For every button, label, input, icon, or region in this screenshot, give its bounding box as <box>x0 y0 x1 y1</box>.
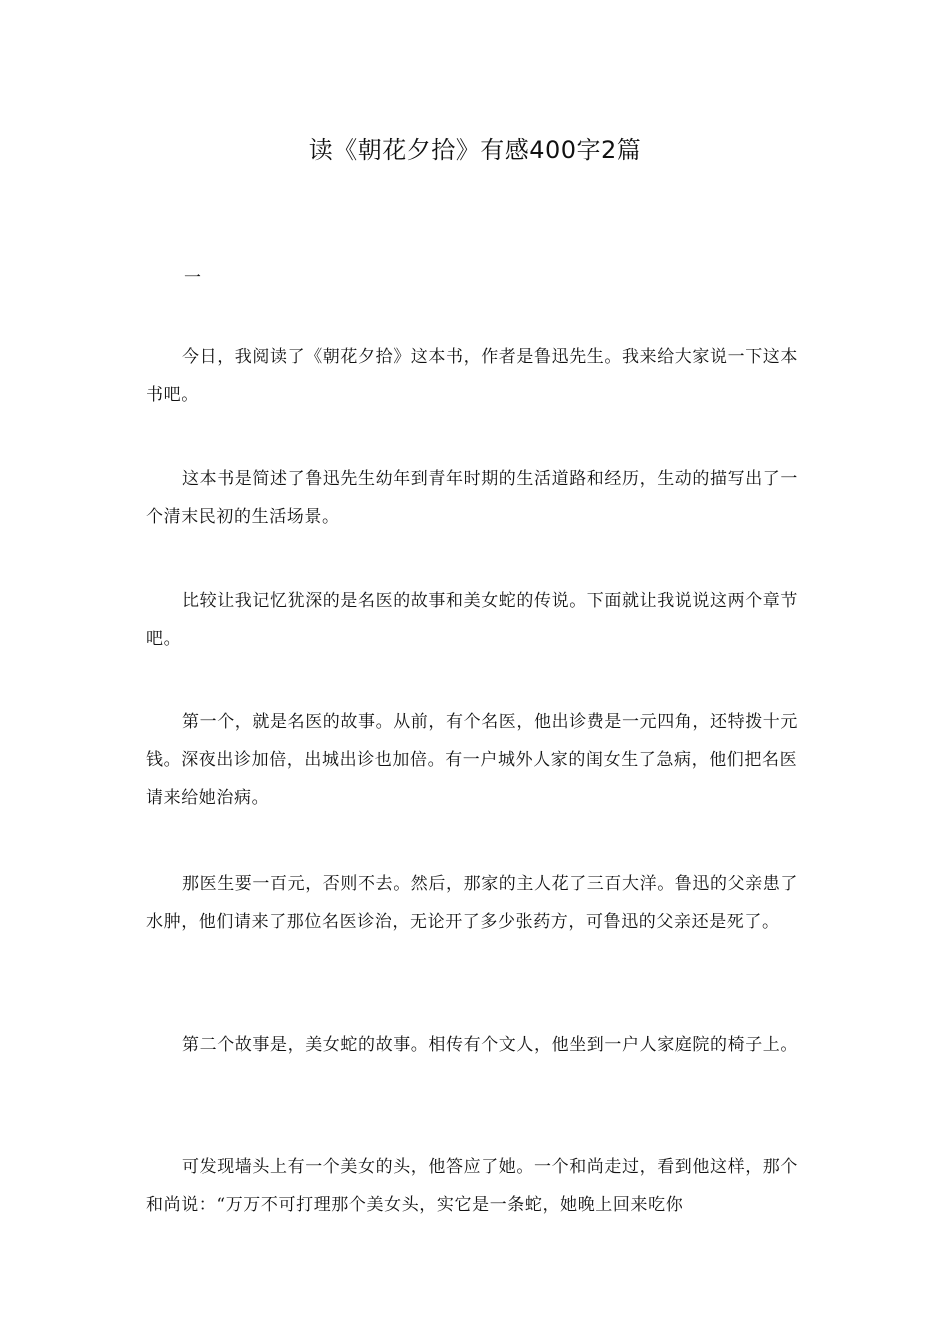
document-title: 读《朝花夕拾》有感400字2篇 <box>308 136 642 164</box>
section-marker: 一 <box>184 268 201 288</box>
paragraph-2: 这本书是简述了鲁迅先生幼年到青年时期的生活道路和经历，生动的描写出了一个清末民初的生活场景。 <box>146 469 798 527</box>
paragraph-5: 那医生要一百元，否则不去。然后，那家的主人花了三百大洋。鲁迅的父亲患了水肿，他们请来了那位名医诊治，无论开了多少张药方，可鲁迅的父亲还是死了。 <box>146 874 798 932</box>
paragraph-3: 比较让我记忆犹深的是名医的故事和美女蛇的传说。下面就让我说说这两个章节吧。 <box>146 591 798 649</box>
paragraph-1: 今日，我阅读了《朝花夕拾》这本书，作者是鲁迅先生。我来给大家说一下这本书吧。 <box>146 347 798 405</box>
paragraph-7: 可发现墙头上有一个美女的头，他答应了她。一个和尚走过，看到他这样，那个和尚说：“万万不可打理那个美女头，实它是一条蛇，她晚上回来吃你 <box>146 1157 798 1215</box>
paragraph-4: 第一个，就是名医的故事。从前，有个名医，他出诊费是一元四角，还特拨十元钱。深夜出诊加倍，出城出诊也加倍。有一户城外人家的闺女生了急病，他们把名医请来给她治病。 <box>146 712 798 808</box>
paragraph-6: 第二个故事是，美女蛇的故事。相传有个文人，他坐到一户人家庭院的椅子上。 <box>182 1035 798 1055</box>
